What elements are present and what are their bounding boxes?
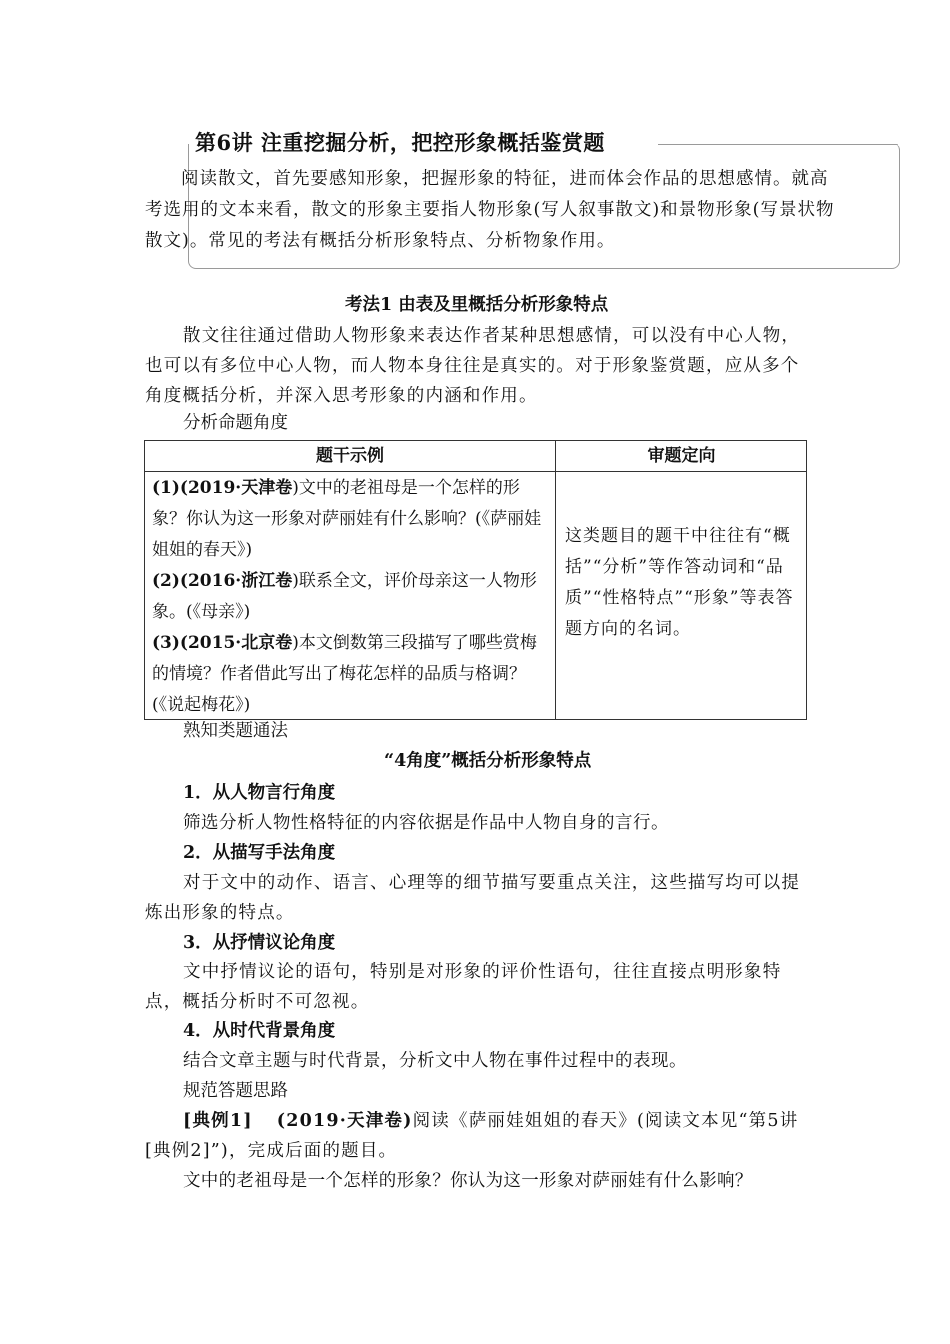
analysis-table bbox=[144, 440, 807, 720]
example-label: 规范答题思路 bbox=[183, 1081, 288, 1101]
method-heading-2: 2．从描写手法角度 bbox=[183, 843, 336, 863]
table-column-divider bbox=[555, 441, 556, 719]
example-item: (3)(2015·北京卷)本文倒数第三段描写了哪些赏梅的情境？作者借此写出了梅花怎样的品质与格调？(《说起梅花》) bbox=[152, 633, 537, 715]
example-item: (1)(2019·天津卷)文中的老祖母是一个怎样的形象？你认为这一形象对萨丽娃有什么影响？(《萨丽娃姐姐的春天》) bbox=[152, 478, 542, 560]
table-guidance-cell: 这类题目的题干中往往有“概括”“分析”等作答动词和“品质”“性格特点”“形象”等表答题方向的名词。 bbox=[565, 526, 794, 639]
method-text-3: 文中抒情议论的语句，特别是对形象的评价性语句，往往直接点明形象特点，概括分析时不可忽视。 bbox=[145, 962, 782, 1012]
section-paragraph: 散文往往通过借助人物形象来表达作者某种思想感情，可以没有中心人物，也可以有多位中心人物，而人物本身往往是真实的。对于形象鉴赏题，应从多个角度概括分析，并深入思考形象的内涵和作用。 bbox=[145, 326, 801, 406]
method-text-4: 结合文章主题与时代背景，分析文中人物在事件过程中的表现。 bbox=[183, 1051, 687, 1071]
section-title: 考法1 由表及里概括分析形象特点 bbox=[345, 295, 609, 315]
frame-top-border bbox=[658, 144, 898, 145]
example-item: (2)(2016·浙江卷)联系全文，评价母亲这一人物形象。(《母亲》) bbox=[152, 571, 537, 622]
method-text-2: 对于文中的动作、语言、心理等的细节描写要重点关注，这些描写均可以提炼出形象的特点。 bbox=[145, 873, 801, 923]
table-header-guidance: 审题定向 bbox=[647, 446, 716, 466]
sub-label-analysis: 分析命题角度 bbox=[183, 413, 288, 433]
method-text-1: 筛选分析人物性格特征的内容依据是作品中人物自身的言行。 bbox=[183, 813, 669, 833]
example-paragraph: [典例1] (2019·天津卷)阅读《萨丽娃姐姐的春天》(阅读文本见“第5讲[典例2]”)，完成后面的题目。 bbox=[145, 1111, 799, 1161]
method-heading-3: 3．从抒情议论角度 bbox=[183, 933, 336, 953]
table-header-examples: 题干示例 bbox=[316, 446, 384, 466]
table-examples-cell bbox=[152, 473, 552, 721]
example-tag: [典例1] bbox=[183, 1111, 253, 1131]
table-header-divider bbox=[145, 471, 806, 472]
example-source: (2019·天津卷) bbox=[276, 1111, 413, 1131]
method-heading-1: 1．从人物言行角度 bbox=[183, 783, 336, 803]
intro-paragraph: 阅读散文，首先要感知形象，把握形象的特征，进而体会作品的思想感情。就高考选用的文本来看，散文的形象主要指人物形象(写人叙事散文)和景物形象(写景状物散文)。常见的考法有概括分析形象特点、分析物象作用。 bbox=[145, 169, 835, 251]
method-title: “4角度”概括分析形象特点 bbox=[384, 751, 592, 771]
example-question: 文中的老祖母是一个怎样的形象？你认为这一形象对萨丽娃有什么影响？ bbox=[183, 1171, 753, 1191]
method-heading-4: 4．从时代背景角度 bbox=[183, 1021, 336, 1041]
method-label: 熟知类题通法 bbox=[183, 721, 288, 741]
chapter-title: 第6讲 注重挖掘分析，把控形象概括鉴赏题 bbox=[195, 127, 611, 157]
